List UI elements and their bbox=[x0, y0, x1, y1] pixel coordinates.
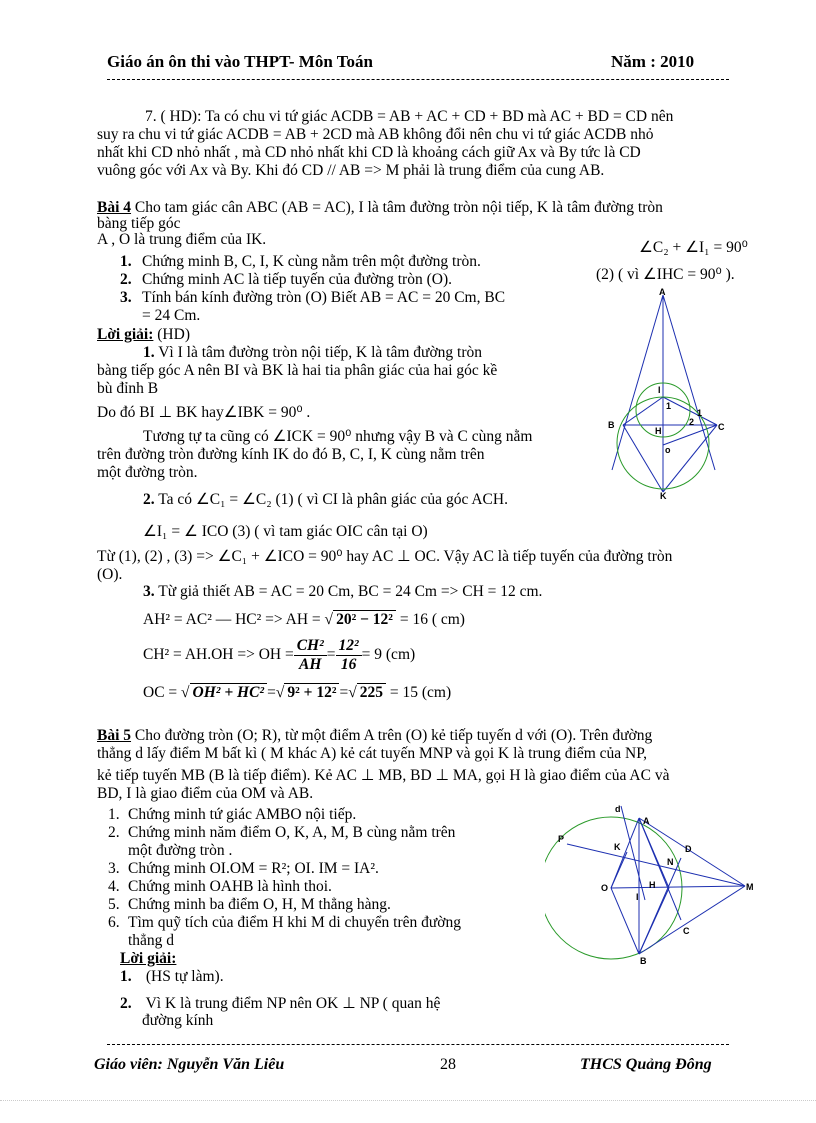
bai5-task: 6. Tìm quỹ tích của điểm H khi M di chuyển trên đường bbox=[108, 914, 461, 931]
bai5-task: 4. Chứng minh OAHB là hình thoi. bbox=[108, 878, 332, 895]
bai5-task: 2. Chứng minh năm điểm O, K, A, M, B cùng nằm trên bbox=[108, 824, 456, 841]
bai5-title: Bài 5 bbox=[97, 727, 132, 744]
bai4-solution: Lời giải: (HD) 1. Vì I là tâm đường tròn nội tiếp, K là tâm đường tròn bàng tiếp góc A nên BI và BK là hai tia phân giác của hai góc kề bù đỉnh B Do đó BI ⊥ BK hay∠IBK = 90⁰ . Tương tự ta cũng có ∠ICK = 90⁰ nhưng vậy B và C cùng nằm trên đường tròn đường kính IK do đó B, C, I, K cùng nằm trên một đường tròn. bbox=[97, 326, 577, 482]
bai5-s2-cont: đường kính bbox=[142, 1012, 214, 1029]
bai4-s2-conclusion: Từ (1), (2) , (3) => ∠C₁ + ∠ICO = 90⁰ hay AC ⊥ OC. Vậy AC là tiếp tuyến của đường tròn (O). bbox=[97, 548, 673, 583]
bai4-s3-line: 3. Từ giả thiết AB = AC = 20 Cm, BC = 24 Cm => CH = 12 cm. bbox=[143, 583, 543, 600]
fig-label-1b: 1 bbox=[697, 408, 703, 418]
bai5-task: 5. Chứng minh ba điểm O, H, M thẳng hàng. bbox=[108, 896, 391, 913]
bai4-s1-line: bàng tiếp góc A nên BI và BK là hai tia phân giác của hai góc kề bbox=[97, 362, 498, 379]
fig-label-1a: 1 bbox=[666, 401, 672, 411]
fig5-label-D: D bbox=[685, 844, 692, 854]
header-year: Năm : 2010 bbox=[611, 52, 695, 71]
item7-paragraph bbox=[97, 108, 787, 180]
header-title: Giáo án ôn thi vào THPT- Môn Toán bbox=[107, 52, 373, 71]
bai4-task: 2. Chứng minh AC là tiếp tuyến của đường tròn (O). bbox=[120, 271, 452, 288]
fig-label-2: 2 bbox=[689, 417, 695, 427]
item7-line: suy ra chu vi tứ giác ACDB = AB + 2CD mà AB không đổi nên chu vi tứ giác ACDB nhỏ bbox=[97, 126, 654, 143]
bai4-s2-line: 2. Ta có ∠C₁ = ∠C₂ (1) ( vì CI là phân giác của góc ACH. bbox=[143, 491, 508, 508]
bai4-side-eq2: (2) ( vì ∠IHC = 90⁰ ). bbox=[596, 266, 735, 283]
fig-label-K: K bbox=[660, 491, 667, 500]
page-edge bbox=[0, 1100, 816, 1101]
bai5-task-list bbox=[108, 806, 528, 950]
bai5-s2: 2. Vì K là trung điểm NP nên OK ⊥ NP ( quan hệ bbox=[120, 995, 441, 1012]
bai4-figure bbox=[605, 285, 735, 500]
header-divider bbox=[107, 79, 729, 80]
bai4-intro-o: A , O là trung điểm của IK. bbox=[97, 231, 267, 248]
bai4-s1-line: một đường tròn. bbox=[97, 464, 198, 481]
item7-line: nhất khi CD nhỏ nhất , mà CD nhỏ nhất khi CD là khoảng cách giữ Ax và By tức là CD bbox=[97, 144, 641, 161]
bai4-s1-line: 1. Vì I là tâm đường tròn nội tiếp, K là tâm đường tròn bbox=[143, 344, 482, 361]
fig5-label-d: d bbox=[615, 804, 621, 814]
fig-label-O: o bbox=[665, 445, 671, 455]
bai4-task: = 24 Cm. bbox=[142, 307, 201, 324]
fig5-label-I: I bbox=[636, 892, 639, 902]
fig-label-H: H bbox=[655, 426, 662, 436]
bai4-s1-line: trên đường tròn đường kính IK do đó B, C, I, K cùng nằm trên bbox=[97, 446, 485, 463]
bai4-s2-line: ∠I₁ = ∠ ICO (3) ( vì tam giác OIC cân tại O) bbox=[143, 523, 428, 540]
fig5-label-M: M bbox=[746, 882, 754, 892]
bai4-s1-line: Do đó BI ⊥ BK hay∠IBK = 90⁰ . bbox=[97, 404, 311, 421]
fig5-label-C: C bbox=[683, 926, 690, 936]
fig5-label-A: A bbox=[643, 816, 650, 826]
bai4-s3-ah: AH² = AC² — HC² => AH = √ 20² − 12² = 16 ( cm) bbox=[143, 611, 465, 628]
fig5-label-N: N bbox=[667, 857, 674, 867]
bai5-solution-label: Lời giải: bbox=[120, 950, 177, 967]
bai4-s3-oc: OC = √ OH² + HC² =√ 9² + 12² =√ 225 = 15 (cm) bbox=[143, 684, 452, 701]
fig-label-B: B bbox=[608, 420, 615, 430]
fig5-label-K: K bbox=[614, 842, 621, 852]
item7-line: vuông góc với Ax và By. Khi đó CD // AB => M phải là trung điểm của cung AB. bbox=[97, 162, 605, 179]
fig5-label-O: O bbox=[601, 883, 609, 893]
bai4-intro-cont: bàng tiếp góc bbox=[97, 215, 181, 232]
bai5-intro: Bài 5 Cho đường tròn (O; R), từ một điểm A trên (O) kẻ tiếp tuyến d với (O). Trên đường thẳng d lấy điểm M bất kì ( M khác A) kẻ cát tuyến MNP và gọi K là trung điểm của NP, kẻ tiếp tuyến MB (B là tiếp điểm). Kẻ AC ⊥ MB, BD ⊥ MA, gọi H là giao điểm của AC và BD, I là giao điểm của OM và AB. bbox=[97, 727, 670, 802]
bai4-s3-oh: CH² = AH.OH => OH = $\frac{\text{CH²}}{AH}$ = $\frac{\text{12²}}{16}$ = 9 (cm) bbox=[143, 636, 416, 673]
footer-divider bbox=[107, 1044, 729, 1045]
fig-label-A: A bbox=[659, 287, 666, 297]
bai4-s1-line: Tương tự ta cũng có ∠ICK = 90⁰ nhưng vậy B và C cùng nằm bbox=[143, 428, 533, 445]
bai5-task: thẳng d bbox=[128, 932, 175, 949]
bai5-task: 1. Chứng minh tứ giác AMBO nội tiếp. bbox=[108, 806, 357, 823]
bai4-side-eq1: ∠C₂ + ∠I₁ = 90⁰ bbox=[639, 239, 748, 256]
fig5-label-P: P bbox=[558, 834, 565, 844]
fig-label-I: I bbox=[658, 385, 661, 395]
fig5-label-H: H bbox=[649, 880, 656, 890]
bai5-task: 3. Chứng minh OI.OM = R²; OI. IM = IA². bbox=[108, 860, 379, 877]
fig-label-C: C bbox=[718, 422, 725, 432]
bai4-task-list bbox=[120, 253, 590, 325]
bai5-figure bbox=[545, 800, 760, 970]
bai4-intro-text: Cho tam giác cân ABC (AB = AC), I là tâm đường tròn nội tiếp, K là tâm đường tròn bbox=[131, 199, 663, 216]
fig5-label-B: B bbox=[640, 956, 647, 966]
bai5-task: một đường tròn . bbox=[128, 842, 233, 859]
bai4-s1-line: bù đỉnh B bbox=[97, 380, 159, 397]
footer-teacher: Giáo viên: Nguyễn Văn Liêu bbox=[94, 1056, 285, 1073]
footer-school: THCS Quảng Đông bbox=[580, 1056, 712, 1073]
footer-page-number: 28 bbox=[440, 1056, 456, 1073]
item7-line: 7. ( HD): Ta có chu vi tứ giác ACDB = AB + AC + CD + BD mà AC + BD = CD nên bbox=[145, 108, 674, 125]
bai4-task: 3. Tính bán kính đường tròn (O) Biết AB = AC = 20 Cm, BC bbox=[120, 289, 506, 306]
bai4-title: Bài 4 bbox=[97, 199, 132, 216]
bai4-task: 1. Chứng minh B, C, I, K cùng nằm trên một đường tròn. bbox=[120, 253, 481, 270]
bai5-s1: 1. (HS tự làm). bbox=[120, 968, 224, 985]
bai4-solution-label: Lời giải: bbox=[97, 326, 154, 343]
